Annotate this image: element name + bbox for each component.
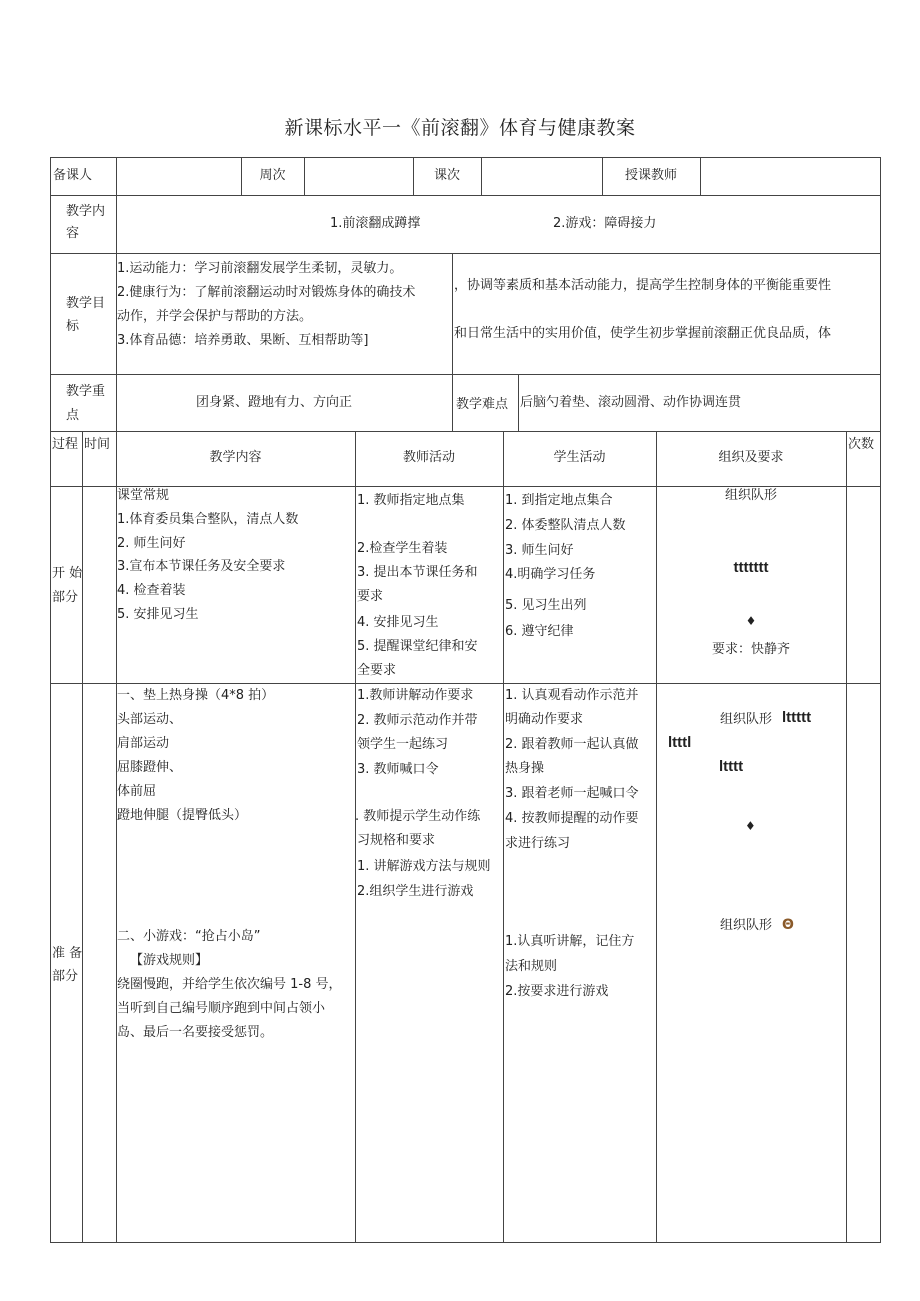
start-section-label-2: 部分	[52, 590, 79, 605]
prep-game-line: 【游戏规则】	[130, 953, 209, 968]
prep-content-line: 肩部运动	[117, 736, 170, 751]
prep-org-formation-1: lttttt	[782, 709, 812, 726]
start-student-line: 5. 见习生出列	[505, 598, 587, 613]
prep-teacher-line: . 教师提示学生动作练	[355, 809, 481, 824]
prep-student-line: 明确动作要求	[505, 712, 584, 727]
start-section-label: 开 始	[52, 566, 83, 581]
objective-line: 1.运动能力：学习前滚翻发展学生柔韧，灵敏力。	[117, 261, 403, 276]
start-content-line: 1.体育委员集合整队，清点人数	[117, 512, 299, 527]
objective-line: 3.体育品德：培养勇敢、果断、互相帮助等]	[117, 333, 369, 348]
key-points-label-line2: 点	[66, 408, 80, 423]
prep-teacher-line: 1. 讲解游戏方法与规则	[357, 859, 491, 874]
prep-student-line: 1. 认真观看动作示范并	[505, 688, 639, 703]
start-content-line: 3.宣布本节课任务及安全要求	[117, 559, 286, 574]
start-teacher-line: 1. 教师指定地点集	[357, 493, 465, 508]
start-student-line: 3. 师生问好	[505, 543, 574, 558]
prep-content-line: 蹬地伸腿（提臀低头）	[117, 808, 248, 823]
col-student-activity: 学生活动	[553, 450, 606, 465]
objectives-label-line2: 标	[66, 319, 80, 334]
prep-content-line: 头部运动、	[117, 712, 183, 727]
start-content-line: 5. 安排见习生	[117, 607, 199, 622]
start-org-title: 组织队形	[724, 488, 777, 503]
prep-game-line: 绕圈慢跑，并给学生依次编号 1-8 号，	[117, 977, 342, 992]
lesson-number-label: 课次	[433, 168, 460, 183]
prep-content-line: 体前屈	[117, 784, 157, 799]
start-student-line: 6. 遵守纪律	[505, 624, 574, 639]
key-points-text: 团身紧、蹬地有力、方向正	[196, 395, 353, 410]
prep-student-line: 2. 跟着教师一起认真做	[505, 737, 639, 752]
prep-teacher-line: 3. 教师喊口令	[357, 762, 439, 777]
col-content: 教学内容	[209, 450, 262, 465]
page-title: 新课标水平一《前滚翻》体育与健康教案	[284, 117, 636, 139]
week-label: 周次	[259, 168, 286, 183]
prep-game-line: 岛、最后一名要接受惩罚。	[117, 1025, 274, 1040]
prep-game-line: 二、小游戏：“抢占小岛”	[117, 929, 261, 944]
difficulty-text: 后脑勺着垫、滚动圆滑、动作协调连贯	[520, 395, 742, 410]
instructor-value[interactable]	[701, 158, 879, 194]
start-teacher-line: 4. 安排见习生	[357, 615, 439, 630]
start-teacher-line: 5. 提醒课堂纪律和安	[357, 639, 478, 654]
preparer-label: 备课人	[53, 168, 93, 183]
start-content-line: 课堂常规	[117, 488, 170, 503]
start-student-line: 1. 到指定地点集合	[505, 493, 613, 508]
start-student-line: 2. 体委整队清点人数	[505, 518, 626, 533]
col-process: 过程	[52, 437, 79, 452]
objective-right-line: ，协调等素质和基本活动能力，提高学生控制身体的平衡能重要性	[454, 278, 832, 293]
start-content-line: 2. 师生问好	[117, 536, 186, 551]
lesson-number-value[interactable]	[482, 158, 601, 194]
content-item-2: 2.游戏：障碍接力	[553, 216, 657, 231]
col-time: 时间	[84, 437, 111, 452]
prep-student-line: 4. 按教师提醒的动作要	[505, 811, 639, 826]
start-org-formation: ttttttt	[733, 559, 769, 576]
difficulty-label: 教学难点	[456, 397, 509, 412]
prep-content-line: 一、垫上热身操（4*8 拍）	[117, 688, 275, 703]
prep-teacher-line: 2. 教师示范动作并带	[357, 713, 478, 728]
prep-org-formation-2: ltttl	[668, 734, 692, 751]
content-item-1: 1.前滚翻成蹲撑	[330, 216, 421, 231]
prep-org-title-2: 组织队形	[720, 918, 773, 933]
prep-section-label: 准 备	[52, 946, 83, 961]
prep-content-line: 屈膝蹬伸、	[117, 760, 183, 775]
col-teacher-activity: 教师活动	[402, 450, 455, 465]
start-teacher-line: 全要求	[357, 663, 397, 678]
prep-section-label-2: 部分	[52, 969, 79, 984]
prep-org-title: 组织队形	[720, 712, 773, 727]
prep-game-line: 当听到自己编号顺序跑到中间占领小	[117, 1001, 326, 1016]
objective-line: 动作，并学会保护与帮助的方法。	[117, 309, 313, 324]
prep-student-game-line: 2.按要求进行游戏	[505, 984, 609, 999]
objective-right-line: 和日常生活中的实用价值，使学生初步掌握前滚翻正优良品质，体	[454, 326, 832, 341]
objective-line: 2.健康行为：了解前滚翻运动时对锻炼身体的确技术	[117, 285, 416, 300]
prep-teacher-line: 领学生一起练习	[357, 737, 449, 752]
start-teacher-line: 3. 提出本节课任务和	[357, 565, 478, 580]
start-student-line: 4.明确学习任务	[505, 567, 596, 582]
col-count: 次数	[848, 437, 875, 452]
content-label-line2: 容	[66, 226, 80, 241]
objectives-label-line1: 教学目	[66, 296, 106, 311]
prep-teacher-line: 2.组织学生进行游戏	[357, 884, 474, 899]
preparer-value[interactable]	[117, 158, 240, 194]
week-value[interactable]	[305, 158, 412, 194]
prep-teacher-line: 1.教师讲解动作要求	[357, 688, 474, 703]
start-teacher-line: 2.检查学生着装	[357, 541, 448, 556]
prep-student-line: 3. 跟着老师一起喊口令	[505, 786, 639, 801]
start-org-requirement: 要求：快静齐	[711, 642, 790, 657]
instructor-label: 授课教师	[624, 168, 677, 183]
prep-student-line: 求进行练习	[505, 836, 571, 851]
key-points-label-line1: 教学重	[66, 384, 106, 399]
teacher-marker-icon: ♦	[745, 819, 756, 833]
content-label-line1: 教学内	[66, 204, 106, 219]
circle-formation-icon: Θ	[782, 917, 794, 933]
start-content-line: 4. 检查着装	[117, 583, 186, 598]
prep-student-line: 热身操	[505, 761, 545, 776]
prep-student-game-line: 1.认真听讲解，记住方	[505, 934, 635, 949]
prep-org-formation-3: ltttt	[719, 758, 744, 775]
start-teacher-line: 要求	[357, 589, 384, 604]
teacher-marker-icon: ♦	[745, 614, 757, 628]
prep-teacher-line: 习规格和要求	[357, 833, 436, 848]
col-organization: 组织及要求	[718, 450, 784, 465]
prep-student-game-line: 法和规则	[505, 959, 558, 974]
